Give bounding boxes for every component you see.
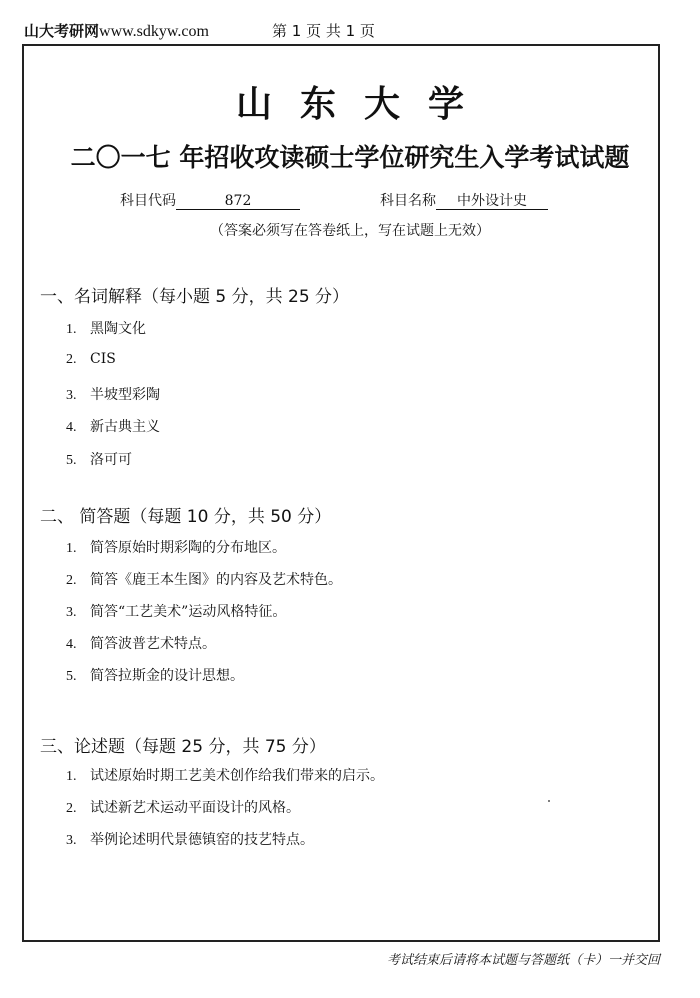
section-heading-2: 二、 简答题（每题 10 分，共 50 分） xyxy=(40,507,332,527)
question-item xyxy=(66,318,146,338)
question-text: 简答原始时期彩陶的分布地区。 xyxy=(90,540,286,556)
question-text: 黑陶文化 xyxy=(90,321,146,337)
question-text: 洛可可 xyxy=(90,452,132,468)
question-text: 简答“工艺美术”运动风格特征。 xyxy=(90,604,287,620)
question-number: 3. xyxy=(66,833,77,848)
exam-title: 二〇一七 年招收攻读硕士学位研究生入学考试试题 xyxy=(70,143,630,172)
source-site: www.sdkyw.com xyxy=(99,23,209,40)
answer-note: （答案必须写在答卷纸上，写在试题上无效） xyxy=(210,223,490,239)
scan-speck xyxy=(548,800,550,802)
subject-name-value: 中外设计史 xyxy=(436,193,548,210)
question-item xyxy=(66,449,132,469)
subject-code-row xyxy=(120,190,300,210)
question-item xyxy=(66,601,286,621)
question-text: 试述原始时期工艺美术创作给我们带来的启示。 xyxy=(90,768,384,784)
question-text: 简答《鹿王本生图》的内容及艺术特色。 xyxy=(90,572,342,588)
university-title: 山东大学 xyxy=(235,83,492,125)
question-number: 3. xyxy=(66,388,77,403)
subject-code-label: 科目代码 xyxy=(120,193,176,209)
question-text: 新古典主义 xyxy=(90,419,160,435)
question-number: 2. xyxy=(66,573,77,588)
question-item xyxy=(66,829,314,849)
subject-name-row xyxy=(380,190,548,210)
source-watermark xyxy=(24,20,209,41)
page-info: 第 1 页 共 1 页 xyxy=(272,22,375,40)
question-number: 1. xyxy=(66,769,77,784)
question-number: 2. xyxy=(66,352,77,367)
question-number: 3. xyxy=(66,605,77,620)
question-item xyxy=(66,537,286,557)
question-text: 半坡型彩陶 xyxy=(90,387,160,403)
question-number: 4. xyxy=(66,420,77,435)
question-number: 5. xyxy=(66,453,77,468)
question-item xyxy=(66,797,300,817)
subject-code-value: 872 xyxy=(176,193,300,210)
question-item xyxy=(66,765,384,785)
question-text: 举例论述明代景德镇窑的技艺特点。 xyxy=(90,832,314,848)
question-item xyxy=(66,384,160,404)
question-number: 2. xyxy=(66,801,77,816)
question-number: 4. xyxy=(66,637,77,652)
question-number: 1. xyxy=(66,541,77,556)
question-text: CIS xyxy=(90,351,116,367)
section-heading-3: 三、论述题（每题 25 分，共 75 分） xyxy=(40,737,326,757)
question-item xyxy=(66,665,244,685)
question-item xyxy=(66,351,116,368)
question-number: 1. xyxy=(66,322,77,337)
source-prefix: 山大考研网 xyxy=(24,22,100,40)
question-text: 简答拉斯金的设计思想。 xyxy=(90,668,244,684)
question-item xyxy=(66,569,342,589)
question-text: 试述新艺术运动平面设计的风格。 xyxy=(90,800,300,816)
question-item xyxy=(66,416,160,436)
subject-name-label: 科目名称 xyxy=(380,193,436,209)
question-text: 简答波普艺术特点。 xyxy=(90,636,216,652)
question-item xyxy=(66,633,216,653)
question-number: 5. xyxy=(66,669,77,684)
footer-note: 考试结束后请将本试题与答题纸（卡）一并交回 xyxy=(386,953,660,968)
section-heading-1: 一、名词解释（每小题 5 分，共 25 分） xyxy=(40,287,350,307)
